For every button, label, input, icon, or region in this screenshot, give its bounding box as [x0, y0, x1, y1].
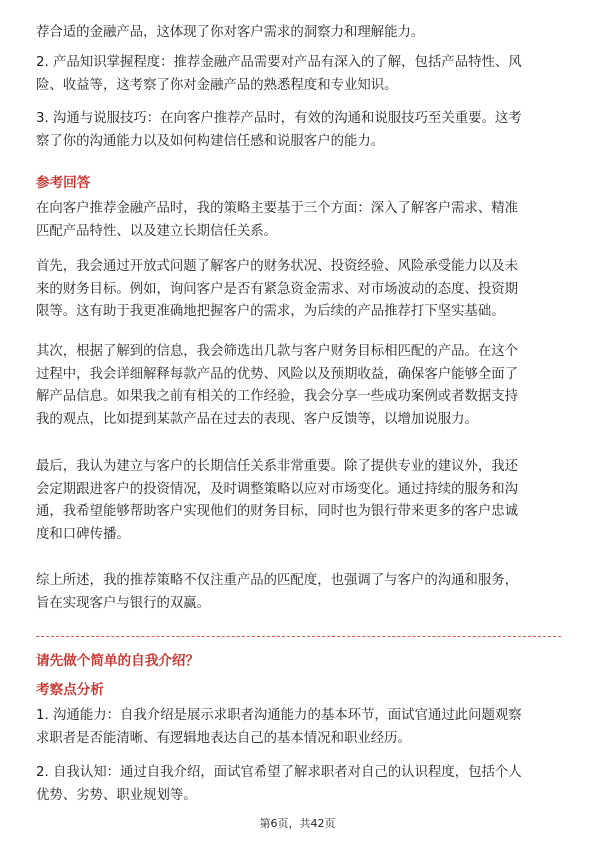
answer-paragraph-2 [36, 256, 561, 324]
text-line: 其次，根据了解到的信息，我会筛选出几款与客户财务目标相匹配的产品。在这个 [36, 344, 519, 359]
answer-paragraph-4 [36, 456, 561, 546]
text-line: 通，我希望能够帮助客户实现他们的财务目标，同时也为银行带来更多的客户忠诚 [36, 504, 519, 520]
text-line: 2. 自我认知：通过自我介绍，面试官希望了解求职者对自己的认识程度，包括个人 [36, 765, 522, 780]
question-heading: 请先做个简单的自我介绍？ [36, 653, 200, 669]
text-line: 旨在实现客户与银行的双赢。 [36, 595, 211, 611]
page-number-footer: 第6页，共42页 [259, 817, 336, 830]
text-line: 我的观点，比如提到某款产品在过去的表现、客户反馈等，以增加说服力。 [36, 411, 478, 427]
text-line: 匹配产品特性、以及建立长期信任关系。 [36, 223, 278, 239]
text-line: 最后，我认为建立与客户的长期信任关系非常重要。除了提供专业的建议外，我还 [36, 459, 519, 474]
answer-paragraph-5 [36, 570, 561, 615]
text-line: 综上所述，我的推荐策略不仅注重产品的匹配度，也强调了与客户的沟通和服务， [36, 573, 519, 588]
analysis-paragraph-1 [36, 705, 561, 750]
answer-paragraph-1 [36, 198, 561, 243]
text-line: 来的财务目标。例如，询问客户是否有紧急资金需求、对市场波动的态度、投资期 [36, 281, 519, 297]
text-line: 求职者是否能清晰、有逻辑地表达自己的基本情况和职业经历。 [36, 730, 411, 746]
section-divider [36, 636, 561, 637]
text-line: 优势、劣势、职业规划等。 [36, 787, 197, 803]
text-line: 1. 沟通能力：自我介绍是展示求职者沟通能力的基本环节，面试官通过此问题观察 [36, 708, 522, 723]
text-line: 度和口碑传播。 [36, 526, 130, 542]
text-line: 解产品信息。如果我之前有相关的工作经验，我会分享一些成功案例或者数据支持 [36, 389, 519, 405]
text-line: 限等。这有助于我更准确地把握客户的需求，为后续的产品推荐打下坚实基础。 [36, 304, 505, 320]
text-line: 过程中，我会详细解释每款产品的优势、风险以及预期收益，确保客户能够全面了 [36, 366, 519, 382]
text-line: 会定期跟进客户的投资情况，及时调整策略以应对市场变化。通过持续的服务和沟 [36, 481, 519, 497]
point-3-paragraph [36, 108, 561, 153]
text-line: 3. 沟通与说服技巧：在向客户推荐产品时，有效的沟通和说服技巧至关重要。这考 [36, 111, 522, 126]
intro-tail-paragraph [36, 22, 561, 45]
analysis-heading: 考察点分析 [36, 682, 104, 698]
point-2-paragraph [36, 52, 561, 97]
text-line: 荐合适的金融产品，这体现了你对客户需求的洞察力和理解能力。 [36, 25, 425, 40]
answer-paragraph-3 [36, 341, 561, 431]
text-line: 首先，我会通过开放式问题了解客户的财务状况、投资经验、风险承受能力以及未 [36, 259, 519, 274]
text-line: 在向客户推荐金融产品时，我的策略主要基于三个方面：深入了解客户需求、精准 [36, 201, 519, 216]
text-line: 2. 产品知识掌握程度：推荐金融产品需要对产品有深入的了解，包括产品特性、风 [36, 55, 522, 70]
analysis-paragraph-2 [36, 762, 561, 807]
text-line: 险、收益等，这考察了你对金融产品的熟悉程度和专业知识。 [36, 77, 398, 93]
text-line: 察了你的沟通能力以及如何构建信任感和说服客户的能力。 [36, 133, 385, 149]
reference-answer-heading: 参考回答 [36, 175, 91, 191]
